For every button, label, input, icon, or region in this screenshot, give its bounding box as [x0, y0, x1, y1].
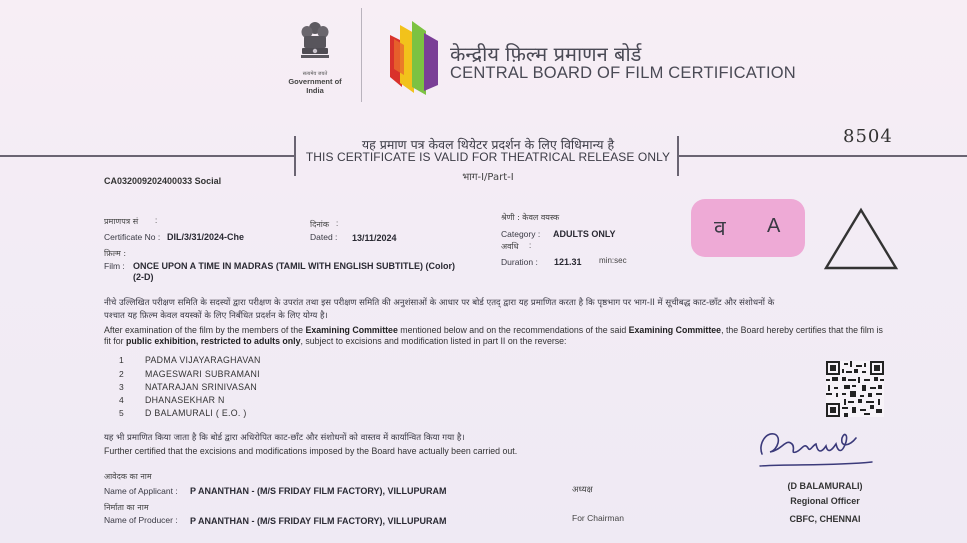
member-name: PADMA VIJAYARAGHAVAN — [145, 355, 261, 365]
chairman-hindi: अध्यक्ष — [572, 485, 593, 495]
certificate-reference: CA032009202400033 Social — [104, 176, 222, 186]
producer-label: Name of Producer : — [104, 515, 178, 525]
signature-image — [752, 424, 877, 472]
banner-bracket-left — [294, 136, 296, 176]
duration-value: 121.31 — [554, 257, 582, 267]
category-badge-hindi: व — [714, 216, 726, 240]
signatory-office: CBFC, CHENNAI — [789, 514, 861, 524]
part-label: भाग-I/Part-I — [462, 172, 514, 183]
member-number: 1 — [119, 355, 124, 365]
duration-hindi: अवधि — [501, 242, 519, 251]
member-number: 5 — [119, 408, 124, 418]
date-label: Dated : — [310, 232, 338, 242]
film-title: ONCE UPON A TIME IN MADRAS (TAMIL WITH ENGLISH SUBTITLE) (Color) — [133, 261, 455, 271]
member-name: DHANASEKHAR N — [145, 395, 225, 405]
certification-text-english: After examination of the film by the members of the Examining Committee mentioned below and on the recommendations of the said Examining Committee, the Board hereby certifies that the film is fit for public exhibition, restricted to adults only, subject to excisions and modification listed in part II on the reverse: — [104, 325, 883, 346]
date-hindi: दिनांक — [310, 220, 329, 229]
qr-code-icon — [826, 361, 884, 417]
banner-line-left — [0, 155, 296, 157]
member-number: 2 — [119, 369, 124, 379]
validity-text-english: THIS CERTIFICATE IS VALID FOR THEATRICAL RELEASE ONLY — [305, 150, 671, 164]
film-label: Film : — [104, 261, 125, 271]
category-hindi: श्रेणी : केवल वयस्क — [501, 213, 560, 222]
signatory-role: Regional Officer — [790, 496, 860, 506]
category-label: Category : — [501, 229, 541, 239]
serial-number: 8504 — [843, 126, 893, 147]
category-badge-letter: A — [767, 215, 781, 237]
emblem-tagline: सत्यमेव जयते — [302, 71, 328, 77]
further-certified-english: Further certified that the excisions and modifications imposed by the Board have actually been carried out. — [104, 446, 518, 456]
member-name: D BALAMURALI ( E.O. ) — [145, 408, 247, 418]
category-badge — [691, 199, 805, 257]
applicant-hindi: आवेदक का नाम — [104, 472, 152, 481]
emblem-label: Government of India — [288, 77, 342, 95]
validity-text-hindi: यह प्रमाण पत्र केवल थियेटर प्रदर्शन के लिए विधिमान्य है — [361, 137, 615, 152]
banner-bracket-right — [677, 136, 679, 176]
cbfc-logo-icon — [384, 15, 444, 97]
cert-no-value: DIL/3/31/2024-Che — [167, 232, 245, 242]
category-value: ADULTS ONLY — [553, 229, 616, 239]
government-emblem — [282, 18, 348, 98]
org-name-hindi: केन्द्रीय फ़िल्म प्रमाणन बोर्ड — [450, 42, 642, 66]
org-name-english: CENTRAL BOARD OF FILM CERTIFICATION — [450, 64, 796, 82]
further-certified-hindi: यह भी प्रमाणित किया जाता है कि बोर्ड द्वारा अधिरोपित काट-छाँट और संशोधनों को वास्तव में कार्यान्वित किया गया है। — [104, 433, 465, 443]
date-value: 13/11/2024 — [352, 233, 397, 243]
applicant-label: Name of Applicant : — [104, 486, 178, 496]
member-name: MAGESWARI SUBRAMANI — [145, 369, 260, 379]
banner-line-right — [679, 155, 967, 157]
duration-unit: min:sec — [599, 256, 627, 265]
film-hindi: फ़िल्म : — [104, 249, 127, 258]
producer-hindi: निर्माता का नाम — [104, 503, 149, 512]
producer-value: P ANANTHAN - (M/S FRIDAY FILM FACTORY), VILLUPURAM — [190, 516, 447, 526]
cert-no-hindi: प्रमाणपत्र सं — [104, 217, 139, 226]
signatory-name: (D BALAMURALI) — [787, 481, 863, 491]
film-format: (2-D) — [133, 272, 154, 282]
member-name: NATARAJAN SRINIVASAN — [145, 382, 258, 392]
for-chairman: For Chairman — [572, 513, 624, 523]
adult-triangle-icon — [822, 206, 900, 272]
cert-no-label: Certificate No : — [104, 232, 161, 242]
member-number: 3 — [119, 382, 124, 392]
certification-text-hindi: नीचे उल्लिखित परीक्षण समिति के सदस्यों द्वारा परीक्षण के उपरांत तथा इस परीक्षण समिति की अनुशंसाओं के आधार पर बोर्ड एतद् द्वारा यह प्रमाणित करता है कि पृष्ठभाग पर भाग-II में सूचीबद्ध काट-छाँट और संशोधनों के पश्चात यह फ़िल्म केवल वयस्कों के लिए निर्बंधित प्रदर्शन के लिए योग्य है। — [104, 298, 775, 321]
member-number: 4 — [119, 395, 124, 405]
header-divider — [361, 8, 362, 102]
cbfc-logo — [384, 15, 444, 97]
applicant-value: P ANANTHAN - (M/S FRIDAY FILM FACTORY), VILLUPURAM — [190, 486, 447, 496]
duration-label: Duration : — [501, 257, 538, 267]
ashoka-emblem-icon — [298, 18, 332, 70]
